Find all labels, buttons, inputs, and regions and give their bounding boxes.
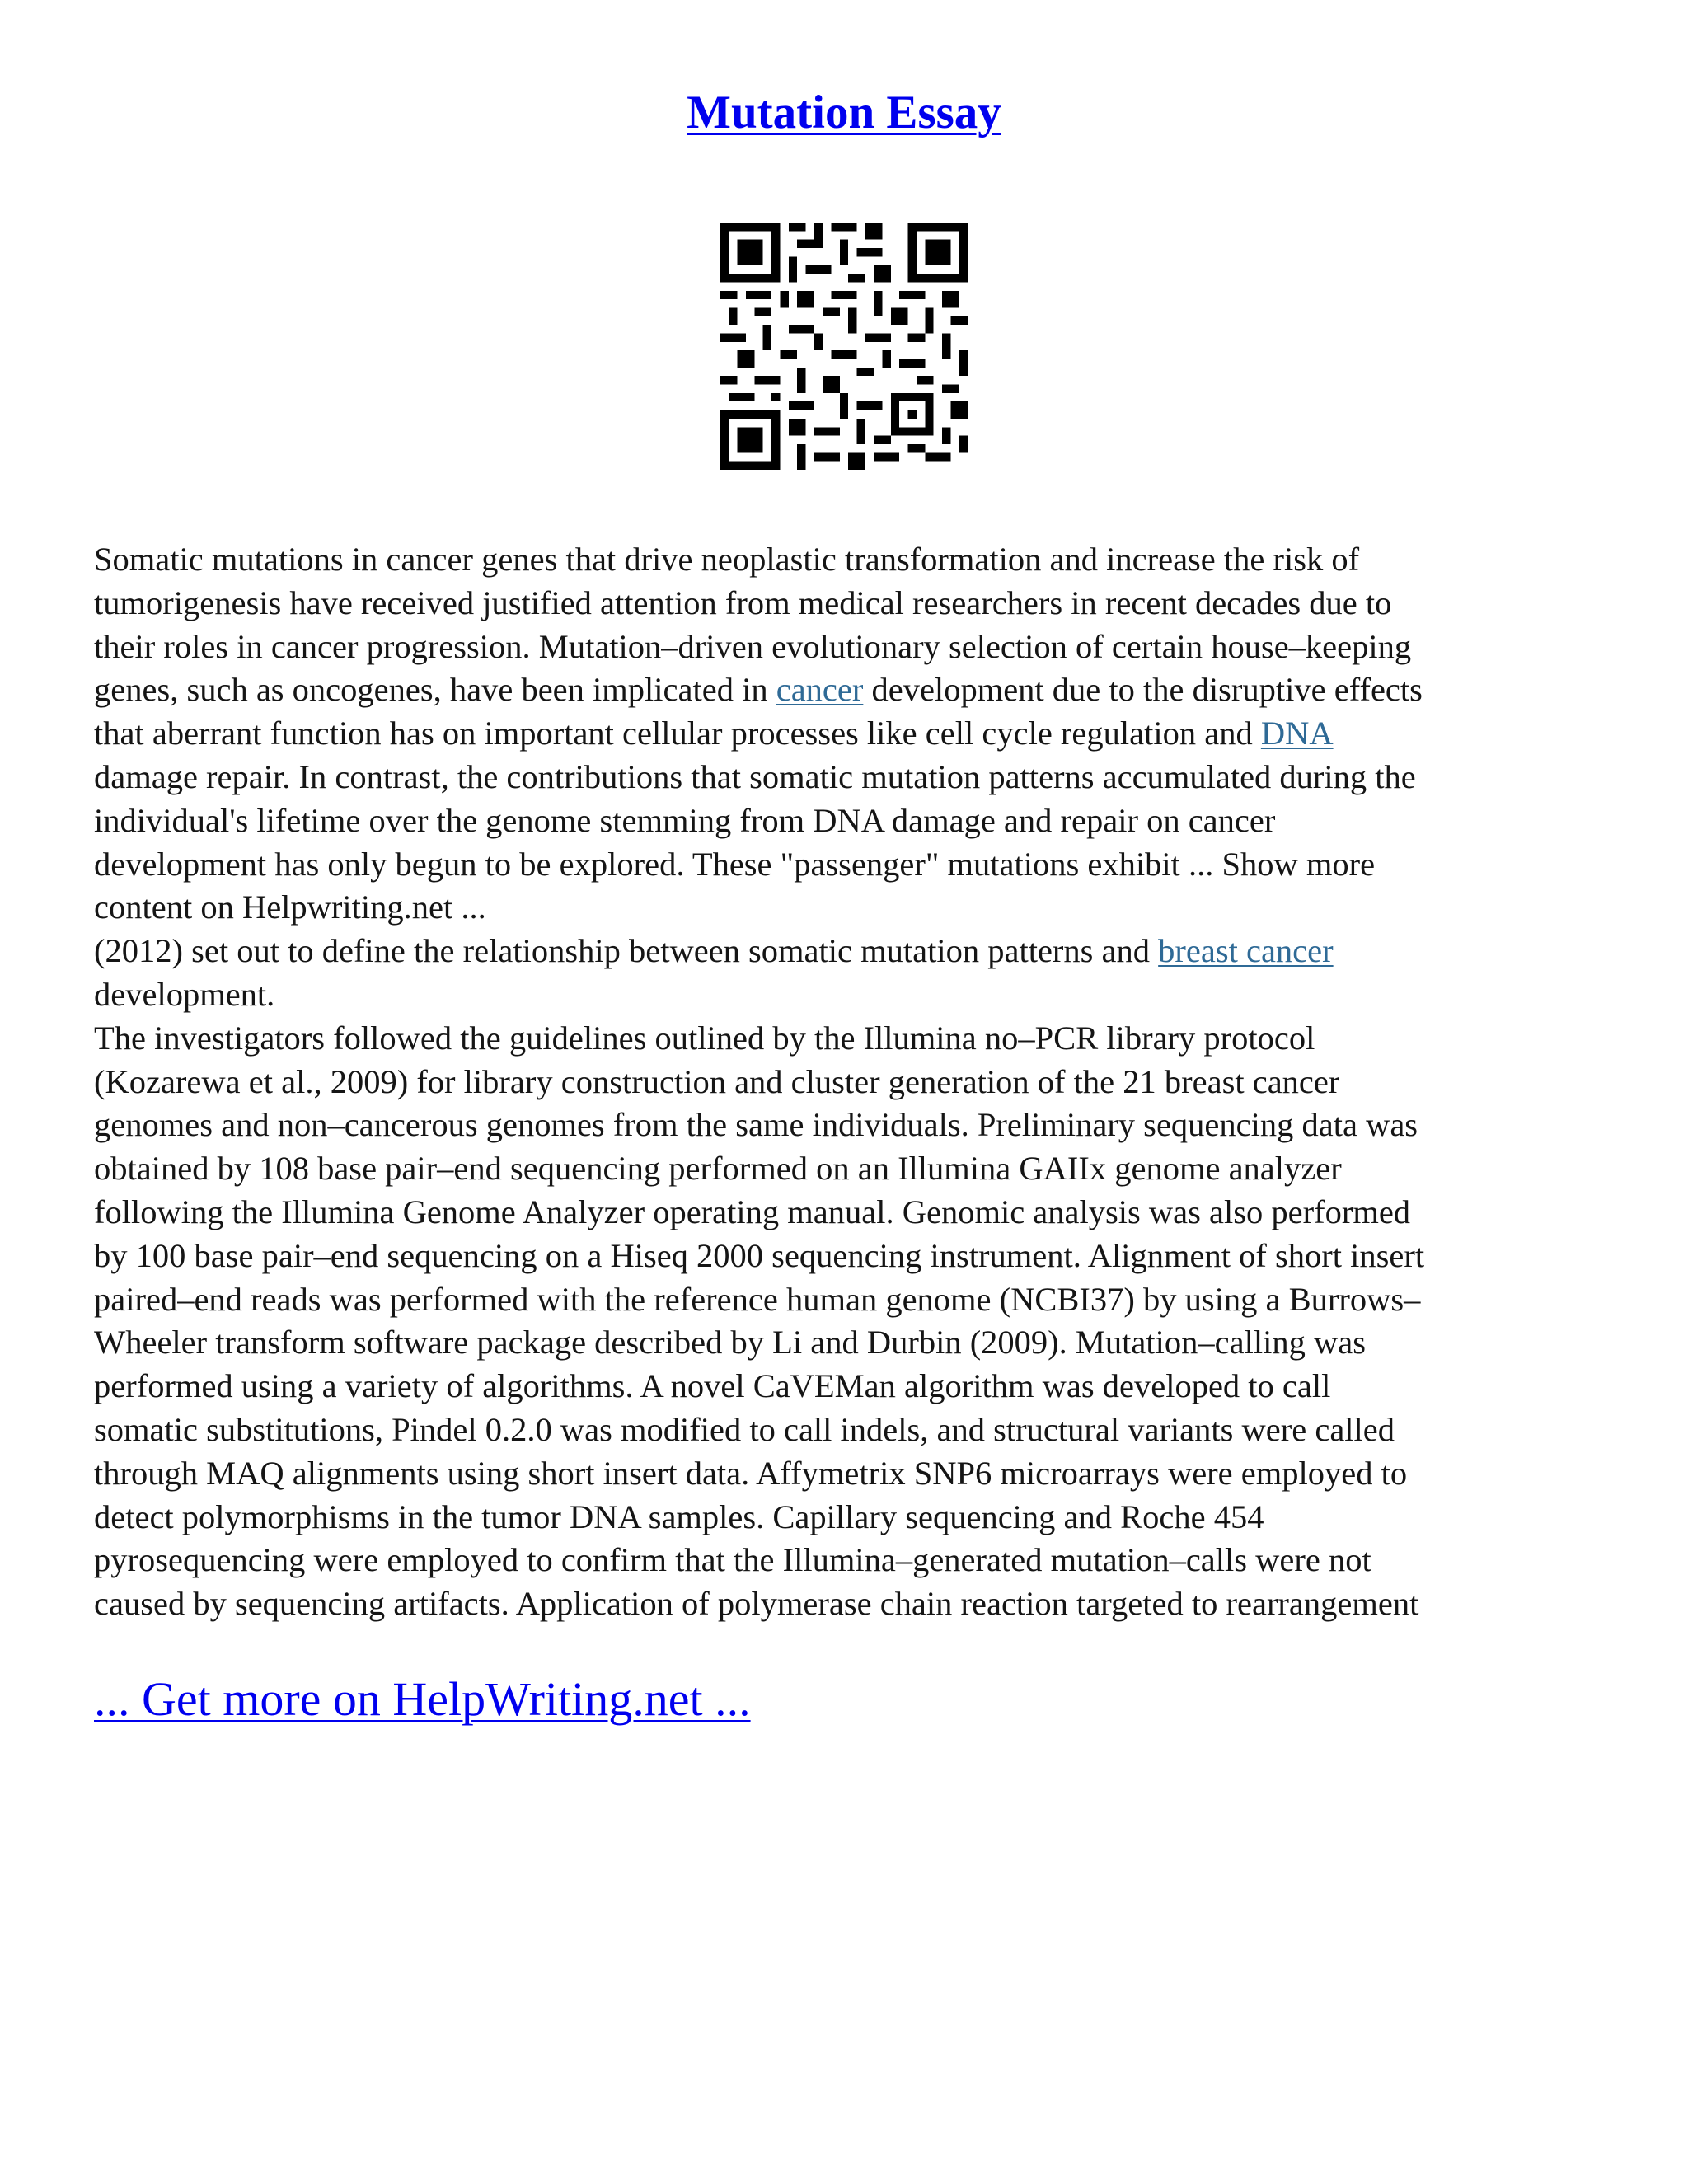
body-line: (Kozarewa et al., 2009) for library construction and cluster generation of the 21 breast cancer bbox=[94, 1062, 1340, 1100]
cancer-link[interactable]: cancer bbox=[776, 671, 864, 709]
more-link-container bbox=[94, 1671, 751, 1727]
body-line: following the Illumina Genome Analyzer operating manual. Genomic analysis was also performed bbox=[94, 1193, 1411, 1230]
body-line: damage repair. In contrast, the contributions that somatic mutation patterns accumulated during the bbox=[94, 757, 1416, 795]
body-line: development has only begun to be explored. These "passenger" mutations exhibit ... Show more bbox=[94, 845, 1376, 883]
breast-cancer-link[interactable]: breast cancer bbox=[1158, 932, 1334, 970]
body-line bbox=[94, 668, 1602, 712]
body-line: somatic substitutions, Pindel 0.2.0 was modified to call indels, and structural variants were called bbox=[94, 1410, 1395, 1448]
dna-link[interactable]: DNA bbox=[1260, 715, 1334, 752]
body-line: by 100 base pair–end sequencing on a Hiseq 2000 sequencing instrument. Alignment of short insert bbox=[94, 1236, 1425, 1274]
qr-code-icon bbox=[720, 223, 968, 470]
title-container bbox=[0, 89, 1688, 136]
body-line: pyrosequencing were employed to confirm that the Illumina–generated mutation–calls were not bbox=[94, 1541, 1372, 1579]
body-line: Somatic mutations in cancer genes that drive neoplastic transformation and increase the risk of bbox=[94, 541, 1360, 578]
body-text: (2012) set out to define the relationship between somatic mutation patterns and bbox=[94, 932, 1159, 970]
essay-title-link[interactable]: Mutation Essay bbox=[687, 87, 1001, 138]
body-line: detect polymorphisms in the tumor DNA samples. Capillary sequencing and Roche 454 bbox=[94, 1497, 1264, 1535]
body-line: genomes and non–cancerous genomes from the same individuals. Preliminary sequencing data was bbox=[94, 1106, 1418, 1144]
body-text: that aberrant function has on important cellular processes like cell cycle regulation and bbox=[94, 715, 1261, 752]
body-line: obtained by 108 base pair–end sequencing performed on an Illumina GAIIx genome analyzer bbox=[94, 1150, 1342, 1188]
essay-body bbox=[94, 538, 1602, 1626]
body-text: development due to the disruptive effects bbox=[863, 671, 1423, 709]
body-line: The investigators followed the guidelines outlined by the Illumina no–PCR library protocol bbox=[94, 1019, 1315, 1057]
body-line: individual's lifetime over the genome stemming from DNA damage and repair on cancer bbox=[94, 801, 1276, 839]
body-line: through MAQ alignments using short insert data. Affymetrix SNP6 microarrays were employed to bbox=[94, 1454, 1408, 1492]
body-line: performed using a variety of algorithms. A novel CaVEMan algorithm was developed to call bbox=[94, 1367, 1331, 1405]
body-line: caused by sequencing artifacts. Application of polymerase chain reaction targeted to rearrangement bbox=[94, 1585, 1419, 1623]
body-text: genes, such as oncogenes, have been implicated in bbox=[94, 671, 776, 709]
body-line bbox=[94, 712, 1602, 756]
get-more-link[interactable]: ... Get more on HelpWriting.net ... bbox=[94, 1672, 751, 1726]
body-line: content on Helpwriting.net ... bbox=[94, 888, 486, 926]
body-line: Wheeler transform software package described by Li and Durbin (2009). Mutation–calling was bbox=[94, 1324, 1366, 1361]
body-line: tumorigenesis have received justified attention from medical researchers in recent decades due to bbox=[94, 583, 1392, 621]
body-line bbox=[94, 930, 1602, 973]
body-line: paired–end reads was performed with the reference human genome (NCBI37) by using a Burrows– bbox=[94, 1280, 1421, 1318]
body-line: their roles in cancer progression. Mutation–driven evolutionary selection of certain house–keeping bbox=[94, 627, 1412, 665]
body-line: development. bbox=[94, 975, 275, 1013]
